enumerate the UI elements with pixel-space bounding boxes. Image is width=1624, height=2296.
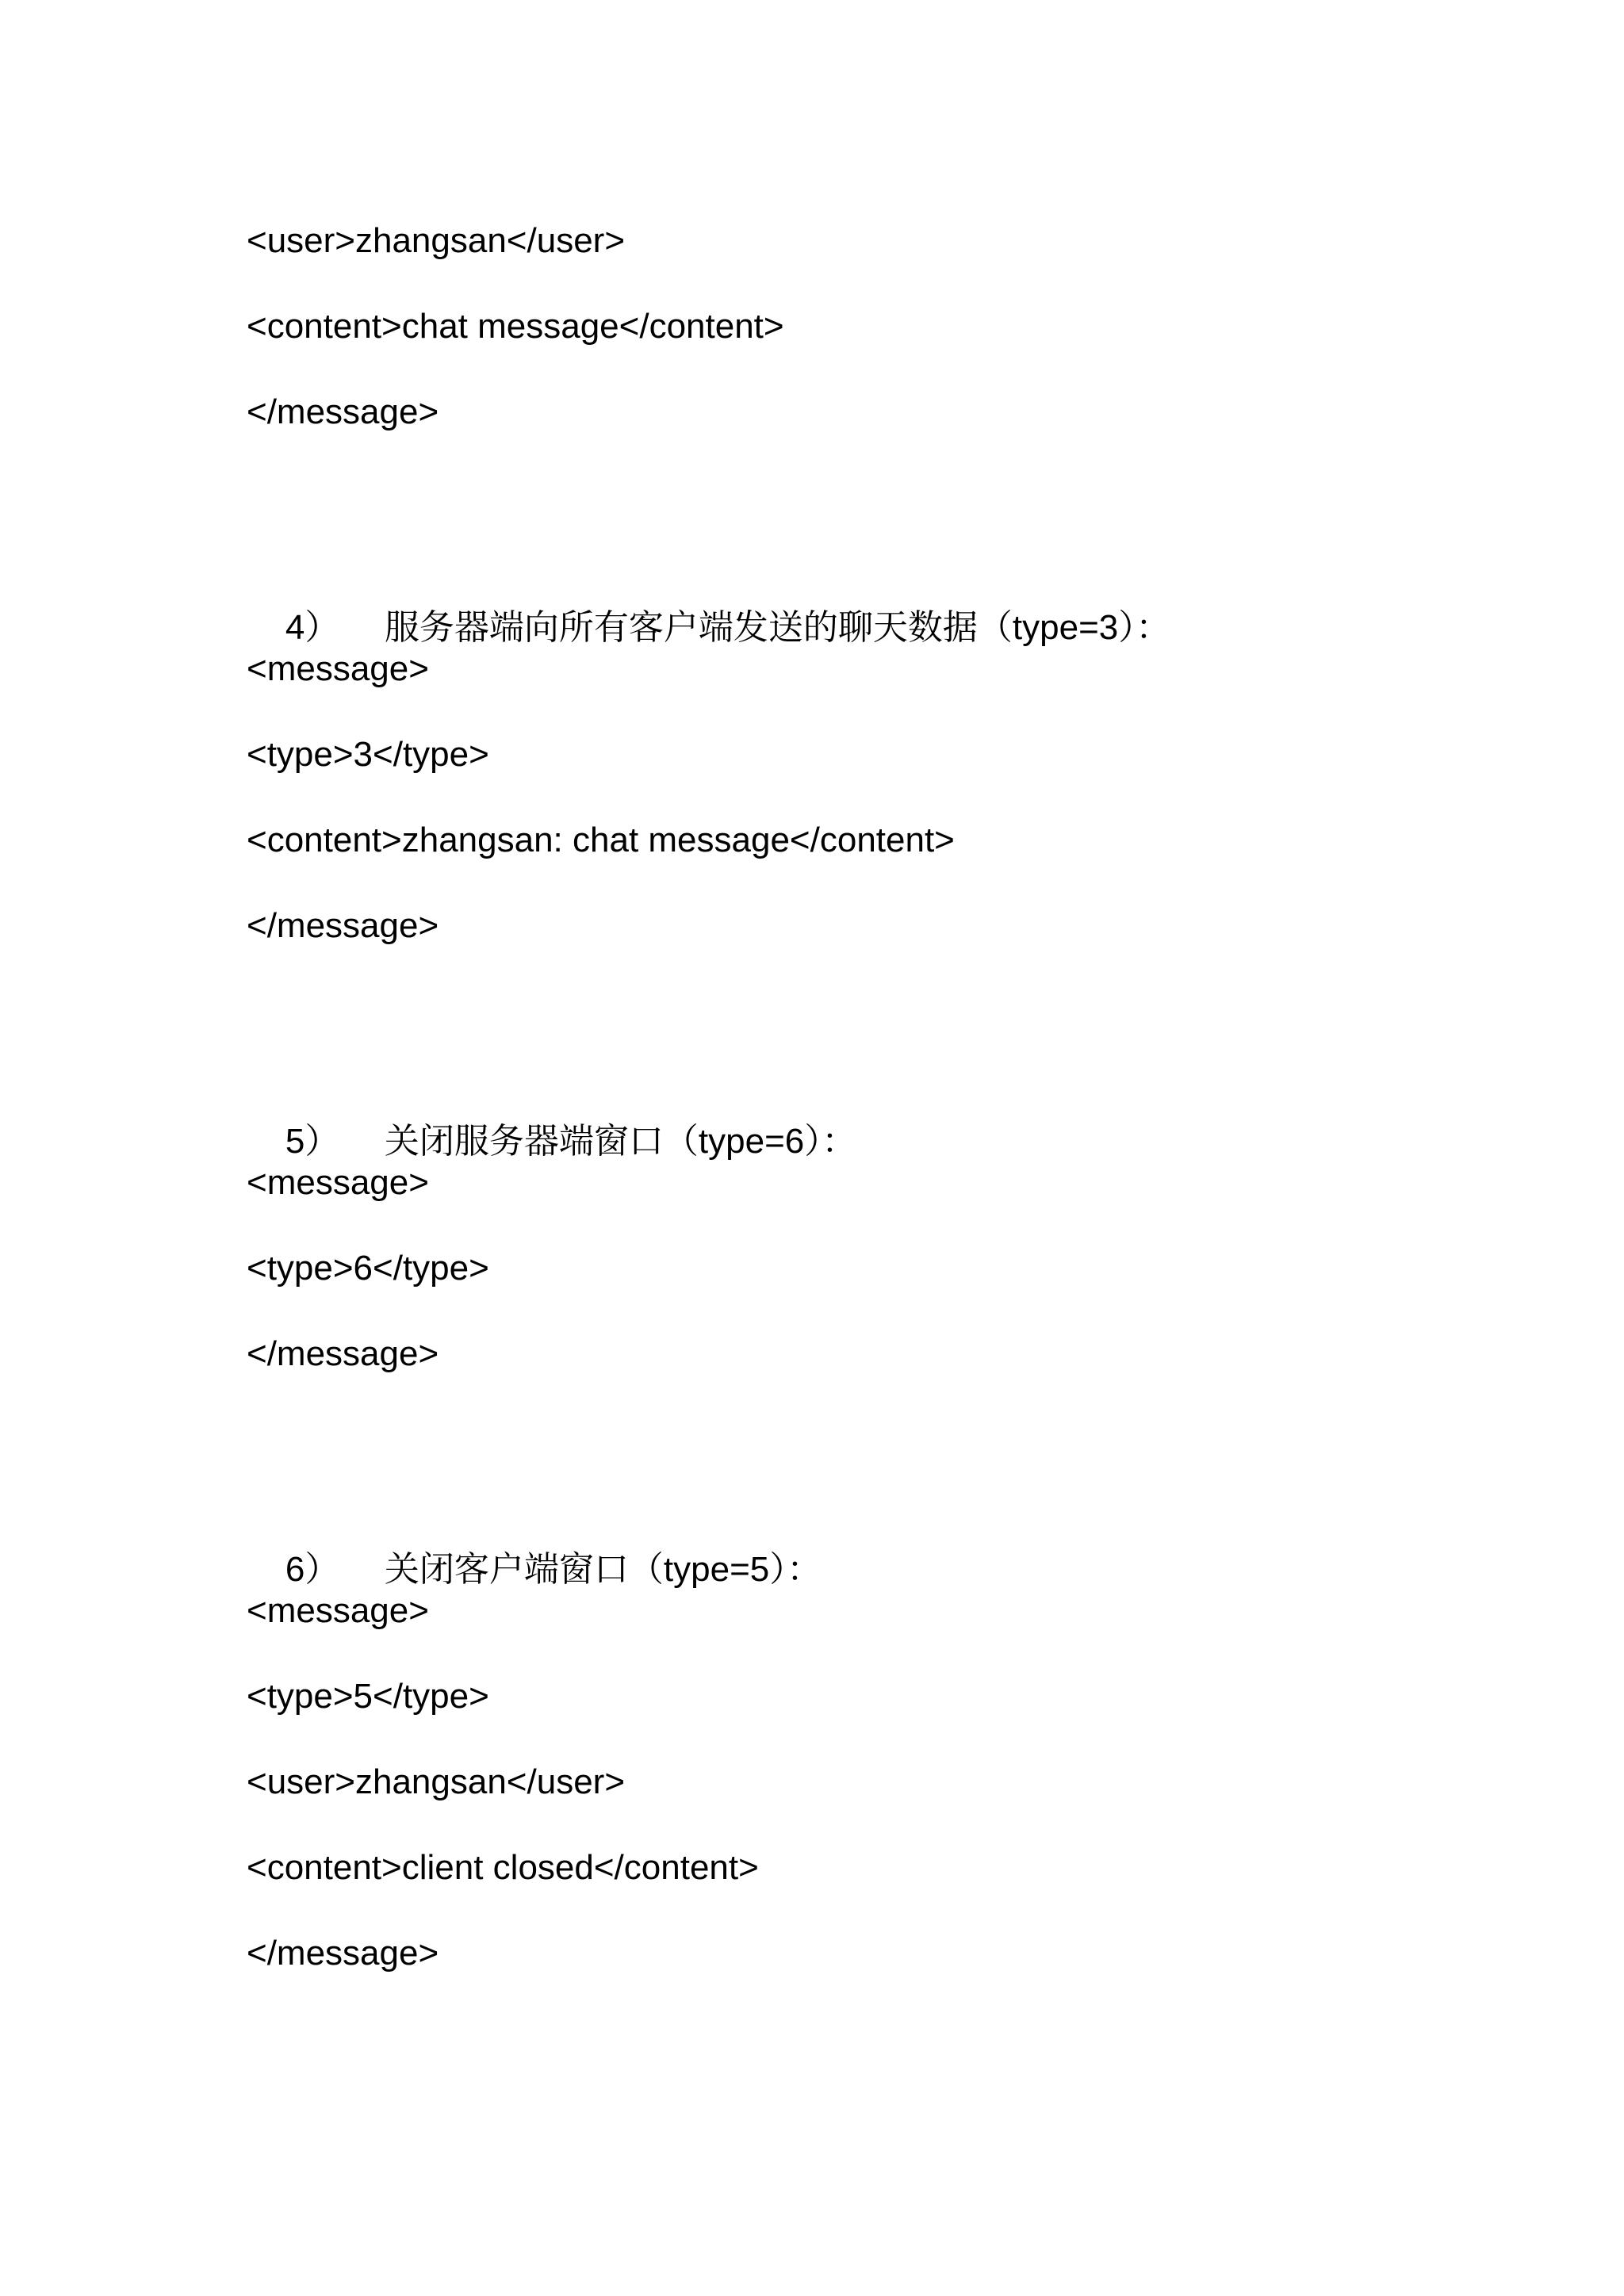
xml-line: </message> — [247, 1934, 439, 1973]
xml-line: <type>3</type> — [247, 735, 489, 774]
section-title: 服务器端向所有客户端发送的聊天数据（type=3）： — [384, 608, 1171, 647]
xml-line: <content>zhangsan: chat message</content> — [247, 821, 955, 859]
xml-line: <content>chat message</content> — [247, 307, 784, 346]
section-number: 5） — [285, 1122, 340, 1161]
xml-line: <message> — [247, 649, 429, 688]
xml-line: <user>zhangsan</user> — [247, 1762, 626, 1801]
section-title: 关闭客户端窗口（type=5）： — [384, 1550, 822, 1589]
xml-line: </message> — [247, 392, 439, 431]
xml-line: <type>5</type> — [247, 1677, 489, 1716]
section-number: 6） — [285, 1550, 340, 1589]
xml-line: <message> — [247, 1163, 429, 1202]
xml-line: </message> — [247, 1334, 439, 1373]
xml-line: </message> — [247, 906, 439, 945]
xml-line: <type>6</type> — [247, 1249, 489, 1288]
xml-line: <content>client closed</content> — [247, 1848, 759, 1887]
xml-line: <user>zhangsan</user> — [247, 221, 626, 260]
section-number: 4） — [285, 608, 340, 647]
xml-line: <message> — [247, 1591, 429, 1630]
section-title: 关闭服务器端窗口（type=6）： — [384, 1122, 857, 1161]
